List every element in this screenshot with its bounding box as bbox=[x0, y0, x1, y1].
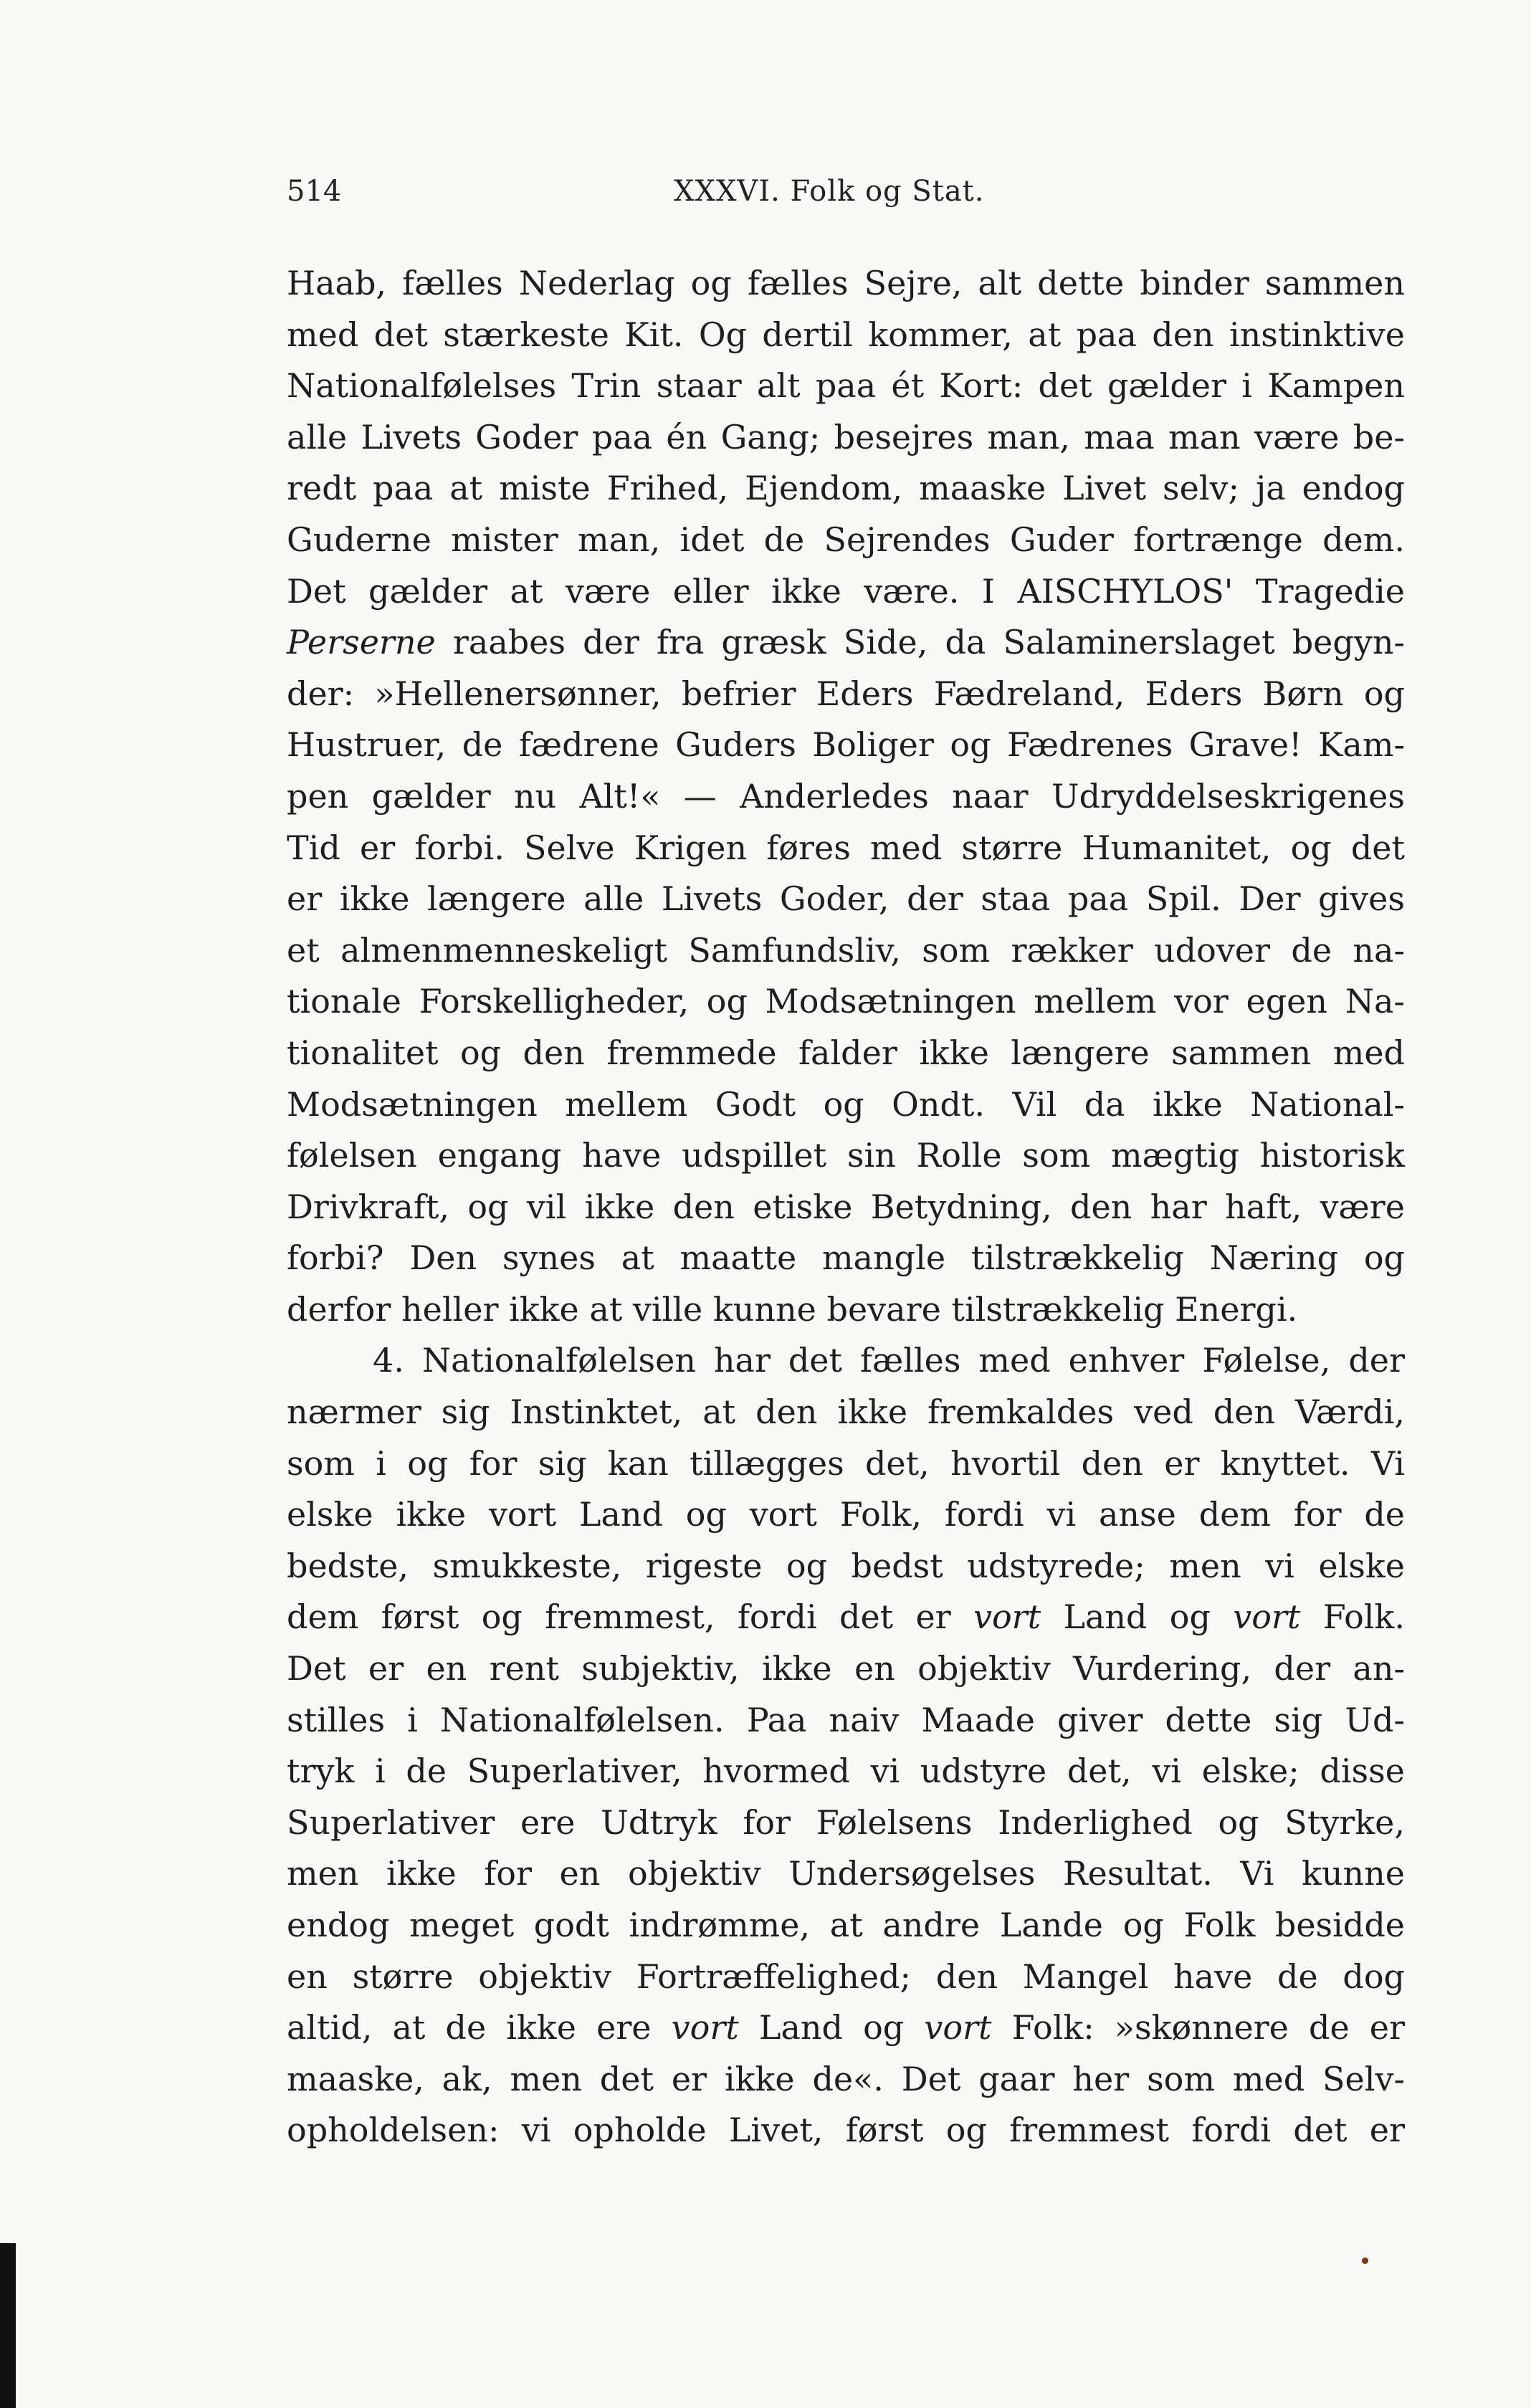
text-line: 4. Nationalfølelsen har det fælles med enhver Følelse, der bbox=[373, 1341, 1405, 1380]
ink-spot bbox=[1360, 2256, 1369, 2265]
text-line: er ikke længere alle Livets Goder, der staa paa Spil. Der gives bbox=[287, 879, 1405, 919]
text-line: tryk i de Superlativer, hvormed vi udstyre det, vi elske; disse bbox=[287, 1752, 1405, 1791]
text-line: Haab, fælles Nederlag og fælles Sejre, alt dette binder sammen bbox=[287, 264, 1405, 302]
text-line: følelsen engang have udspillet sin Rolle som mægtig historisk bbox=[287, 1136, 1405, 1175]
text-line: bedste, smukkeste, rigeste og bedst udstyrede; men vi elske bbox=[287, 1546, 1405, 1585]
scan-edge-mark bbox=[0, 2243, 16, 2408]
text-line: Modsætningen mellem Godt og Ondt. Vil da ikke National- bbox=[287, 1084, 1405, 1124]
text-line: pen gælder nu Alt!« — Anderledes naar Udryddelseskrigenes bbox=[287, 776, 1405, 816]
text-line: elske ikke vort Land og vort Folk, fordi vi anse dem for de bbox=[287, 1495, 1405, 1534]
text-line: alle Livets Goder paa én Gang; besejres man, maa man være be- bbox=[287, 417, 1405, 457]
text-line: Drivkraft, og vil ikke den etiske Betydning, den har haft, være bbox=[287, 1187, 1405, 1226]
text-line: maaske, ak, men det er ikke de«. Det gaar her som med Selv- bbox=[287, 2059, 1405, 2098]
text-line: som i og for sig kan tillægges det, hvortil den er knyttet. Vi bbox=[287, 1443, 1405, 1483]
text-line: altid, at de ikke ere vort Land og vort Folk: »skønnere de er bbox=[287, 2008, 1405, 2048]
text-line: Det gælder at være eller ikke være. I AISCHYLOS' Tragedie bbox=[287, 571, 1405, 611]
text-line: Det er en rent subjektiv, ikke en objektiv Vurdering, der an- bbox=[287, 1649, 1405, 1688]
running-head: XXXVI. Folk og Stat. bbox=[674, 175, 985, 208]
text-line: men ikke for en objektiv Undersøgelses Resultat. Vi kunne bbox=[287, 1854, 1405, 1893]
text-line: endog meget godt indrømme, at andre Lande og Folk besidde bbox=[287, 1906, 1405, 1944]
text-line: derfor heller ikke at ville kunne bevare tilstrækkelig Energi. bbox=[287, 1289, 1298, 1329]
text-line: tionalitet og den fremmede falder ikke længere sammen med bbox=[287, 1033, 1405, 1072]
text-line: stilles i Nationalfølelsen. Paa naiv Maade giver dette sig Ud- bbox=[287, 1700, 1405, 1739]
text-line: et almenmenneskeligt Samfundsliv, som rækker udover de na- bbox=[287, 930, 1405, 970]
page-header bbox=[287, 175, 1405, 218]
text-line: dem først og fremmest, fordi det er vort Land og vort Folk. bbox=[287, 1597, 1405, 1637]
text-line: Perserne raabes der fra græsk Side, da Salaminerslaget begyn- bbox=[287, 623, 1405, 662]
text-line: forbi? Den synes at maatte mangle tilstrækkelig Næring og bbox=[287, 1238, 1405, 1278]
text-line: Hustruer, de fædrene Guders Boliger og Fædrenes Grave! Kam- bbox=[287, 725, 1405, 765]
text-line: Superlativer ere Udtryk for Følelsens Inderlighed og Styrke, bbox=[287, 1802, 1405, 1842]
text-line: der: »Hellenersønner, befrier Eders Fædreland, Eders Børn og bbox=[287, 674, 1405, 713]
text-line: tionale Forskelligheder, og Modsætningen mellem vor egen Na- bbox=[287, 982, 1405, 1021]
page-number: 514 bbox=[287, 175, 342, 208]
body-text bbox=[287, 258, 1405, 2156]
text-line: Nationalfølelses Trin staar alt paa ét Kort: det gælder i Kampen bbox=[287, 366, 1405, 406]
text-line: Tid er forbi. Selve Krigen føres med større Humanitet, og det bbox=[287, 828, 1405, 867]
text-line: opholdelsen: vi opholde Livet, først og fremmest fordi det er bbox=[287, 2111, 1405, 2150]
text-line: nærmer sig Instinktet, at den ikke fremkaldes ved den Værdi, bbox=[287, 1392, 1405, 1432]
text-line: en større objektiv Fortræffelighed; den Mangel have de dog bbox=[287, 1956, 1405, 1996]
text-line: redt paa at miste Frihed, Ejendom, maaske Livet selv; ja endog bbox=[287, 469, 1405, 508]
text-line: med det stærkeste Kit. Og dertil kommer, at paa den instinktive bbox=[287, 315, 1405, 354]
text-line: Guderne mister man, idet de Sejrendes Guder fortrænge dem. bbox=[287, 520, 1405, 559]
